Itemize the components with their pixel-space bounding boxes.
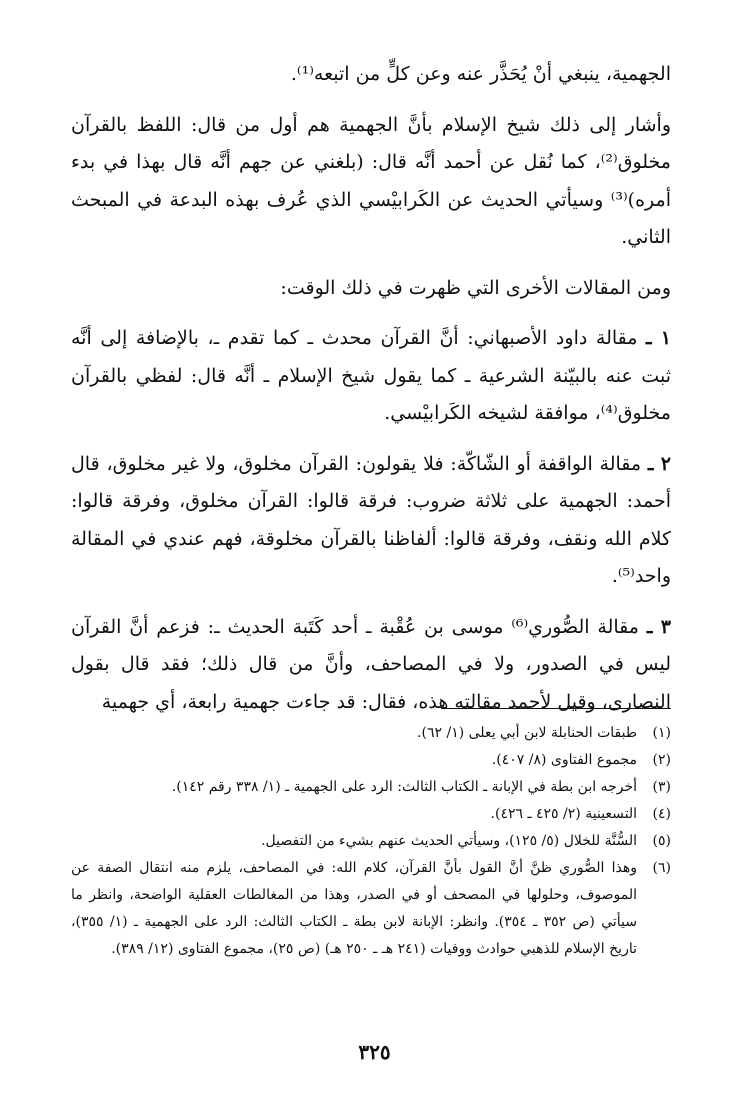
item-number: ٢ ـ — [647, 452, 671, 475]
item-text: مقالة الواقفة أو الشّاكّة: فلا يقولون: القرآن مخلوق، ولا غير مخلوق، قال أحمد: الجهمية على ثلاثة ضروب: فرقة قالوا: القرآن مخلوق، وفرقة قالوا: كلام الله ونقف، وفرقة قالوا: ألفاظنا بالقرآن مخلوقة، فهم عندي في المقالة واحد⁽⁵⁾. — [71, 452, 671, 587]
footnote-mark: (٤) — [652, 806, 671, 822]
item-text: مقالة داود الأصبهاني: أنَّ القرآن محدث ـ كما تقدم ـ، بالإضافة إلى أنَّه ثبت عنه بالبيّنة الشرعية ـ كما يقول شيخ الإسلام ـ أنَّه قال: لفظي بالقرآن مخلوق⁽⁴⁾، موافقة لشيخه الكَرابيْسي. — [71, 327, 671, 424]
footnote — [71, 774, 671, 801]
footnote-mark: (١) — [652, 725, 671, 741]
footnote-text: وهذا الصُّوري ظنَّ أنَّ القول بأنَّ القرآن، كلام الله: في المصاحف، يلزم منه انتقال الصفة عن الموصوف، وحلولها في المصحف أو في الصدر، وهذا من المغالطات العقلية الواضحة، وانظر ما سيأتي (ص ٣٥٢ ـ ٣٥٤). وانظر: الإبانة لابن بطة ـ الكتاب الثالث: الرد على الجهمية ـ (١/ ٣٥٥)، تاريخ الإسلام للذهبي حوادث ووفيات (٢٤١ هـ ـ ٢٥٠ هـ) (ص ٢٥)، مجموع الفتاوى (١٢/ ٣٨٩). — [71, 860, 637, 957]
item-suri — [71, 609, 671, 722]
item-text: مقالة الصُّوري⁽⁶⁾ موسى بن عُقْبة ـ أحد كَتَبة الحديث ـ: فزعم أنَّ القرآن ليس في الصدور، ولا في المصاحف، وأنَّ من قال ذلك؛ فقد قال بقول النصارى، وقيل لأحمد مقالته هذه، فقال: قد جاءت جهمية رابعة، أي جهمية — [71, 615, 671, 713]
paragraph-other-sayings: ومن المقالات الأخرى التي ظهرت في ذلك الوقت: — [280, 276, 671, 299]
footnote-text: السُّنَّة للخلال (٥/ ١٢٥)، وسيأتي الحديث عنهم بشيء من التفصيل. — [261, 833, 637, 849]
page-number: ٣٢٥ — [358, 1040, 391, 1064]
paragraph-continuation: الجهمية، ينبغي أنْ يُحَذَّر عنه وعن كلٍّ من اتبعه⁽¹⁾. — [290, 63, 671, 85]
footnote — [71, 801, 671, 828]
footnote-mark: (٥) — [652, 833, 671, 849]
footnote — [71, 720, 671, 747]
footnote-text: أخرجه ابن بطة في الإبانة ـ الكتاب الثالث: الرد على الجهمية ـ (١/ ٣٣٨ رقم ١٤٢). — [171, 779, 637, 795]
footnote-text: مجموع الفتاوى (٨/ ٤٠٧). — [491, 752, 637, 768]
footnote-separator — [441, 708, 671, 709]
item-dawud — [71, 320, 671, 433]
footnote — [71, 855, 671, 963]
item-number: ٣ ـ — [646, 615, 672, 638]
footnote-mark: (٢) — [652, 752, 671, 768]
footnote — [71, 828, 671, 855]
paragraph-lafz: وأشار إلى ذلك شيخ الإسلام بأنَّ الجهمية هم أول من قال: اللفظ بالقرآن مخلوق⁽²⁾، كما نُقل عن أحمد أنَّه قال: (بلغني عن جهم أنَّه قال بهذا في بدء أمره)⁽³⁾ وسيأتي الحديث عن الكَرابيْسي الذي عُرف بهذه البدعة في المبحث الثاني. — [71, 113, 671, 248]
main-text — [71, 56, 671, 721]
footnote-mark: (٣) — [652, 779, 671, 795]
footnotes — [71, 720, 671, 963]
item-waqifa — [71, 446, 671, 596]
footnote — [71, 747, 671, 774]
footnote-text: التسعينية (٢/ ٤٢٥ ـ ٤٢٦). — [490, 806, 637, 822]
item-number: ١ ـ — [646, 327, 671, 349]
footnote-text: طبقات الحنابلة لابن أبي يعلى (١/ ٦٢). — [417, 725, 637, 741]
footnote-mark: (٦) — [652, 860, 671, 876]
